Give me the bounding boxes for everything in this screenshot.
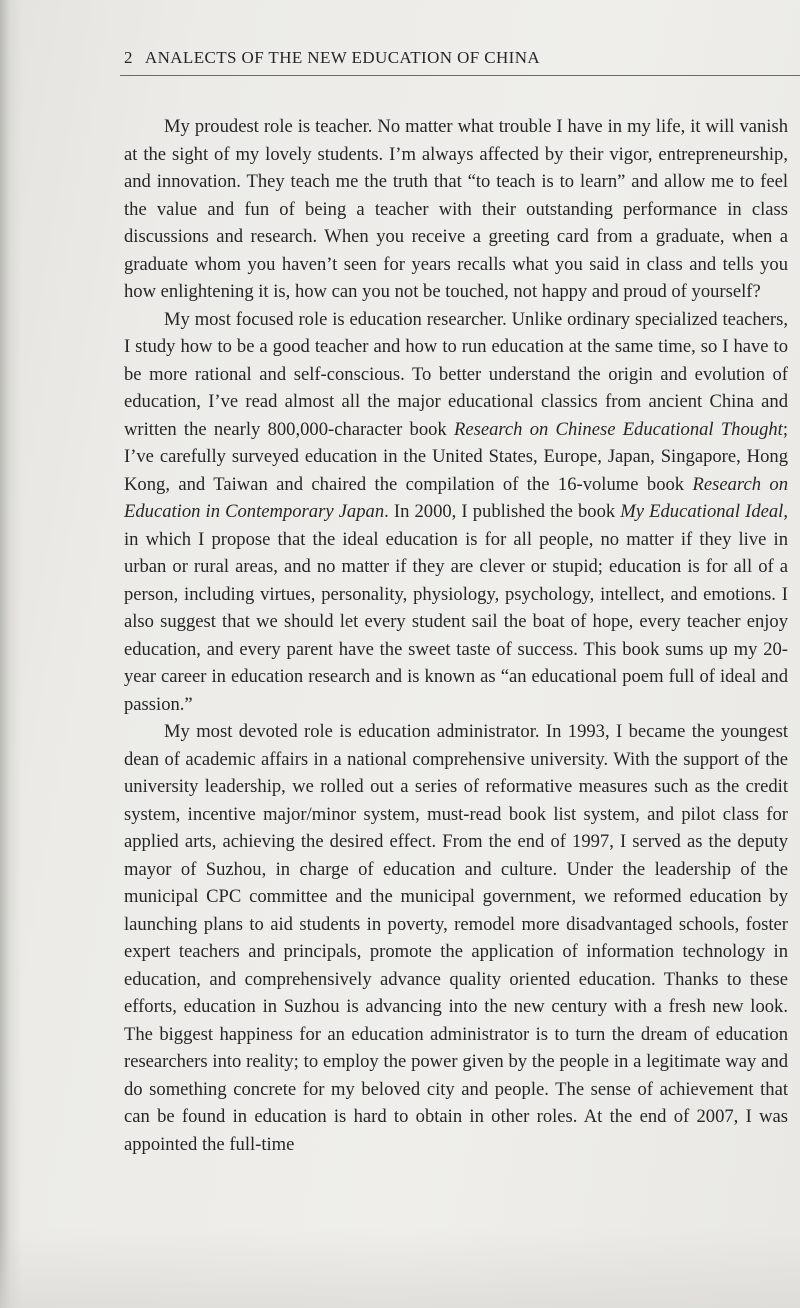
body-text	[124, 113, 788, 1158]
paragraph-text: My most devoted role is education administrator. In 1993, I became the youngest dean of academic affairs in a national comprehensive university. With the support of the university leadership, we rolled out a series of reformative measures such as the credit system, incentive major/minor system, must-read book list system, and pilot class for applied arts, achieving the desired effect. From the end of 1997, I served as the deputy mayor of Suzhou, in charge of education and culture. Under the leadership of the municipal CPC committee and the municipal government, we reformed education by launching plans to aid students in poverty, remodel more disadvantaged schools, foster expert teachers and principals, promote the application of information technology in education, and comprehensively advance quality oriented education. Thanks to these efforts, education in Suzhou is advancing into the new century with a fresh new look. The biggest happiness for an education administrator is to turn the dream of education researchers into reality; to employ the power given by the people in a legitimate way and do something concrete for my beloved city and people. The sense of achievement that can be found in education is hard to obtain in other roles. At the end of 2007, I was appointed the full-time	[124, 721, 788, 1155]
spine-shadow	[0, 0, 22, 1308]
paragraph-text: . In 2000, I published the book	[384, 501, 621, 522]
paragraph-administrator	[124, 718, 788, 1158]
paragraph-text: My most focused role is education researcher. Unlike ordinary specialized teachers, I study how to be a good teacher and how to run education at the same time, so I have to be more rational and self-conscious. To better understand the origin and evolution of education, I’ve read almost all the major educational classics from ancient China and written the nearly 800,000-character book	[124, 308, 788, 440]
page-number: 2	[124, 48, 133, 67]
book-title-italic: My Educational Ideal	[620, 501, 784, 522]
running-header	[124, 48, 540, 68]
paragraph-researcher	[124, 306, 788, 719]
running-title: ANALECTS OF THE NEW EDUCATION OF CHINA	[144, 48, 541, 67]
paragraph-text: My proudest role is teacher. No matter what trouble I have in my life, it will vanish at the sight of my lovely students. I’m always affected by their vigor, entrepreneurship, and innovation. They teach me the truth that “to teach is to learn” and allow me to feel the value and fun of being a teacher with their outstanding performance in class discussions and research. When you receive a greeting card from a graduate, when a graduate whom you haven’t seen for years recalls what you said in class and tells you how enlightening it is, how can you not be touched, not happy and proud of yourself?	[124, 116, 788, 302]
paragraph-text: ; I’ve carefully surveyed education in the United States, Europe, Japan, Singapore, Hong Kong, and Taiwan and chaired the compilation of the 16-volume book	[124, 418, 788, 495]
header-rule	[120, 75, 800, 76]
paragraph-teacher	[124, 113, 788, 306]
page-bottom-shade	[0, 1228, 800, 1308]
book-title-italic: Research on Chinese Educational Thought	[453, 418, 783, 440]
book-title-italic: Research on Education in Contemporary Japan	[124, 473, 788, 522]
paragraph-text: , in which I propose that the ideal education is for all people, no matter if they live in urban or rural areas, and no matter if they are clever or stupid; education is for all of a person, including virtues, personality, physiology, psychology, intellect, and emotions. I also suggest that we should let every student sail the boat of hope, every teacher enjoy education, and every parent have the sweet taste of success. This book sums up my 20-year career in education research and is known as “an educational poem full of ideal and passion.”	[124, 501, 788, 715]
